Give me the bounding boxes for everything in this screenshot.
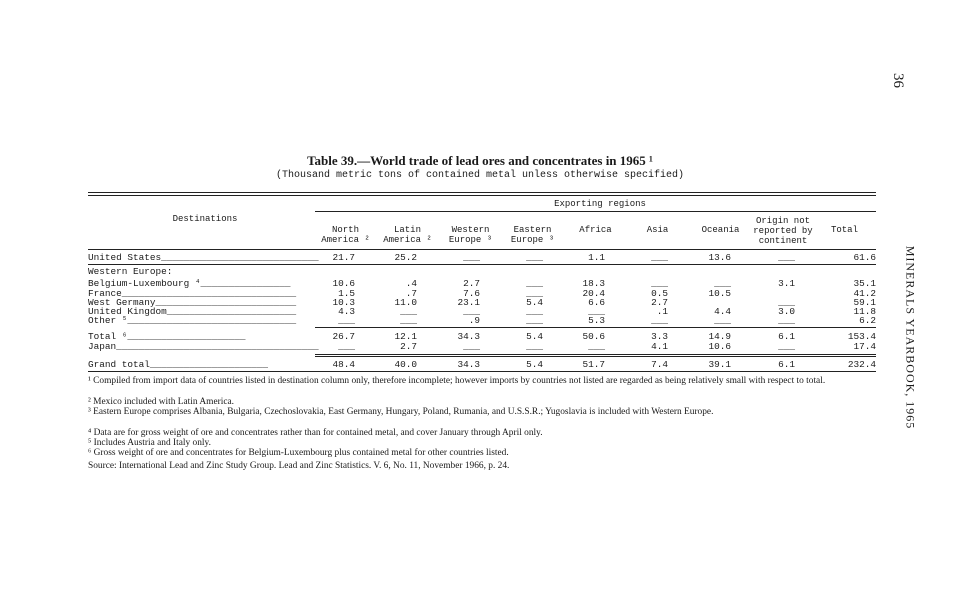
table-cell: 41.2 bbox=[853, 288, 876, 299]
table-cell: 4.3 bbox=[338, 306, 355, 317]
table-cell: 6.1 bbox=[778, 331, 795, 342]
table-cell: ___ bbox=[526, 278, 543, 289]
table-cell: ___ bbox=[651, 315, 668, 326]
table-cell: 2.7 bbox=[400, 341, 417, 352]
table-cell: 39.1 bbox=[708, 359, 731, 370]
table-cell: 5.4 bbox=[526, 297, 543, 308]
table-cell: 25.2 bbox=[394, 252, 417, 263]
table-cell: 0.5 bbox=[651, 288, 668, 299]
table-cell: 34.3 bbox=[457, 331, 480, 342]
running-head: MINERALS YEARBOOK, 1965 bbox=[903, 245, 918, 430]
table-cell: ___ bbox=[526, 315, 543, 326]
row-label: Grand total_____________________ bbox=[88, 359, 269, 370]
table-cell: 232.4 bbox=[847, 359, 876, 370]
footnote-1: ¹ Compiled from import data of countries listed in destination column only, therefore incomplete; however imports by countries not listed are regarded as being relatively small with respect to total. bbox=[88, 376, 826, 386]
table-row bbox=[88, 359, 876, 370]
col-north-america: North America ² bbox=[321, 225, 370, 245]
row-label: Other ⁵______________________________ bbox=[88, 315, 297, 326]
us-bottom-rule bbox=[88, 264, 876, 265]
table-cell: ___ bbox=[463, 252, 480, 263]
table-cell: ___ bbox=[651, 278, 668, 289]
col-western-europe: Western Europe ³ bbox=[448, 225, 493, 245]
table-cell: 59.1 bbox=[853, 297, 876, 308]
table-cell: 2.7 bbox=[651, 297, 668, 308]
table-cell: 21.7 bbox=[332, 252, 355, 263]
table-cell: ___ bbox=[778, 297, 795, 308]
row-label: Total ⁶_____________________ bbox=[88, 331, 246, 342]
table-cell: 61.6 bbox=[853, 252, 876, 263]
table-cell: 3.0 bbox=[778, 306, 795, 317]
table-cell: 6.6 bbox=[588, 297, 605, 308]
source-note: Source: International Lead and Zinc Study Group. Lead and Zinc Statistics. V. 6, No. 11, November 1966, p. 24. bbox=[88, 461, 510, 471]
table-cell: 51.7 bbox=[582, 359, 605, 370]
table-cell: 6.2 bbox=[859, 315, 876, 326]
table-cell: 7.4 bbox=[651, 359, 668, 370]
table-cell: 10.6 bbox=[332, 278, 355, 289]
col-africa: Africa bbox=[579, 225, 612, 235]
destinations-header: Destinations bbox=[172, 214, 238, 224]
table-cell: ___ bbox=[588, 341, 605, 352]
row-label: Japan____________________________________ bbox=[88, 341, 319, 352]
table-cell: 18.3 bbox=[582, 278, 605, 289]
table-cell: 2.7 bbox=[463, 278, 480, 289]
col-latin-america: Latin America ² bbox=[383, 225, 432, 245]
table-cell: 34.3 bbox=[457, 359, 480, 370]
footnote-3: ³ Eastern Europe comprises Albania, Bulgaria, Czechoslovakia, East Germany, Hungary, Poland, Rumania, and U.S.S.R.; Yugoslavia is included with Western Europe. bbox=[88, 407, 714, 417]
grand-rule-2 bbox=[315, 356, 876, 357]
table-cell: ___ bbox=[463, 341, 480, 352]
table-row bbox=[88, 266, 876, 277]
table-cell: 14.9 bbox=[708, 331, 731, 342]
table-cell: ___ bbox=[338, 341, 355, 352]
table-cell: ___ bbox=[400, 315, 417, 326]
table-title: Table 39.—World trade of lead ores and concentrates in 1965 ¹ bbox=[307, 153, 653, 168]
table-cell: 7.6 bbox=[463, 288, 480, 299]
footnote-5: ⁵ Includes Austria and Italy only. bbox=[88, 438, 211, 448]
table-cell: 3.3 bbox=[651, 331, 668, 342]
table-cell: 10.5 bbox=[708, 288, 731, 299]
row-label: Belgium-Luxembourg ⁴________________ bbox=[88, 278, 291, 289]
table-cell: 13.6 bbox=[708, 252, 731, 263]
table-cell: .7 bbox=[405, 288, 417, 299]
table-cell: 4.4 bbox=[714, 306, 731, 317]
table-cell: 153.4 bbox=[847, 331, 876, 342]
table-cell: 10.6 bbox=[708, 341, 731, 352]
table-cell: ___ bbox=[714, 278, 731, 289]
page-number: 36 bbox=[890, 73, 906, 88]
table-cell: ___ bbox=[651, 252, 668, 263]
table-cell: ___ bbox=[526, 341, 543, 352]
table-cell: 3.1 bbox=[778, 278, 795, 289]
table-cell: ___ bbox=[588, 306, 605, 317]
table-cell: 40.0 bbox=[394, 359, 417, 370]
grand-rule bbox=[315, 354, 876, 355]
top-rule bbox=[88, 192, 876, 193]
table-cell: 20.4 bbox=[582, 288, 605, 299]
table-cell: 10.3 bbox=[332, 297, 355, 308]
table-cell: 5.3 bbox=[588, 315, 605, 326]
header-bottom-rule bbox=[88, 249, 876, 250]
top-rule-2 bbox=[88, 195, 876, 196]
table-cell: 12.1 bbox=[394, 331, 417, 342]
footnote-6: ⁶ Gross weight of ore and concentrates for Belgium-Luxembourg plus contained metal for other countries listed. bbox=[88, 448, 509, 458]
total-rule bbox=[315, 327, 876, 328]
col-eastern-europe: Eastern Europe ³ bbox=[510, 225, 555, 245]
table-cell: ___ bbox=[338, 315, 355, 326]
table-cell: ___ bbox=[463, 306, 480, 317]
table-cell: 23.1 bbox=[457, 297, 480, 308]
col-total: Total bbox=[830, 225, 858, 235]
row-label: United States____________________________ bbox=[88, 252, 319, 263]
table-cell: 1.1 bbox=[588, 252, 605, 263]
table-cell: ___ bbox=[778, 315, 795, 326]
row-label: West Germany_________________________ bbox=[88, 297, 297, 308]
table-cell: 11.0 bbox=[394, 297, 417, 308]
table-cell: 5.4 bbox=[526, 359, 543, 370]
table-cell: ___ bbox=[526, 306, 543, 317]
footnote-2: ² Mexico included with Latin America. bbox=[88, 397, 234, 407]
table-row bbox=[88, 341, 876, 352]
table-cell: .9 bbox=[468, 315, 480, 326]
table-cell: 48.4 bbox=[332, 359, 355, 370]
table-cell: 5.4 bbox=[526, 331, 543, 342]
table-bottom-rule bbox=[88, 371, 876, 372]
table-subtitle: (Thousand metric tons of contained metal unless otherwise specified) bbox=[275, 170, 685, 181]
table-cell: ___ bbox=[526, 288, 543, 299]
row-label: Western Europe: bbox=[88, 266, 173, 277]
col-origin-not-reported: Origin not reported by continent bbox=[753, 216, 813, 246]
col-asia: Asia bbox=[646, 225, 669, 235]
table-cell: 50.6 bbox=[582, 331, 605, 342]
table-cell: 6.1 bbox=[778, 359, 795, 370]
table-row bbox=[88, 315, 876, 326]
table-cell: ___ bbox=[714, 315, 731, 326]
row-label: United Kingdom_______________________ bbox=[88, 306, 297, 317]
table-cell: 4.1 bbox=[651, 341, 668, 352]
table-cell: 35.1 bbox=[853, 278, 876, 289]
table-cell: 11.8 bbox=[853, 306, 876, 317]
row-label: France_______________________________ bbox=[88, 288, 297, 299]
table-cell: 17.4 bbox=[853, 341, 876, 352]
table-row bbox=[88, 252, 876, 263]
table-cell: ___ bbox=[778, 252, 795, 263]
table-cell: ___ bbox=[400, 306, 417, 317]
table-cell: 26.7 bbox=[332, 331, 355, 342]
table-cell: 1.5 bbox=[338, 288, 355, 299]
col-oceania: Oceania bbox=[701, 225, 740, 235]
table-cell: ___ bbox=[778, 341, 795, 352]
footnote-4: ⁴ Data are for gross weight of ore and concentrates rather than for contained metal, and cover January through April only. bbox=[88, 428, 543, 438]
table-cell: .1 bbox=[656, 306, 668, 317]
exporting-rule bbox=[315, 211, 876, 212]
exporting-regions-header: Exporting regions bbox=[554, 199, 646, 209]
table-cell: .4 bbox=[405, 278, 417, 289]
table-cell: ___ bbox=[526, 252, 543, 263]
